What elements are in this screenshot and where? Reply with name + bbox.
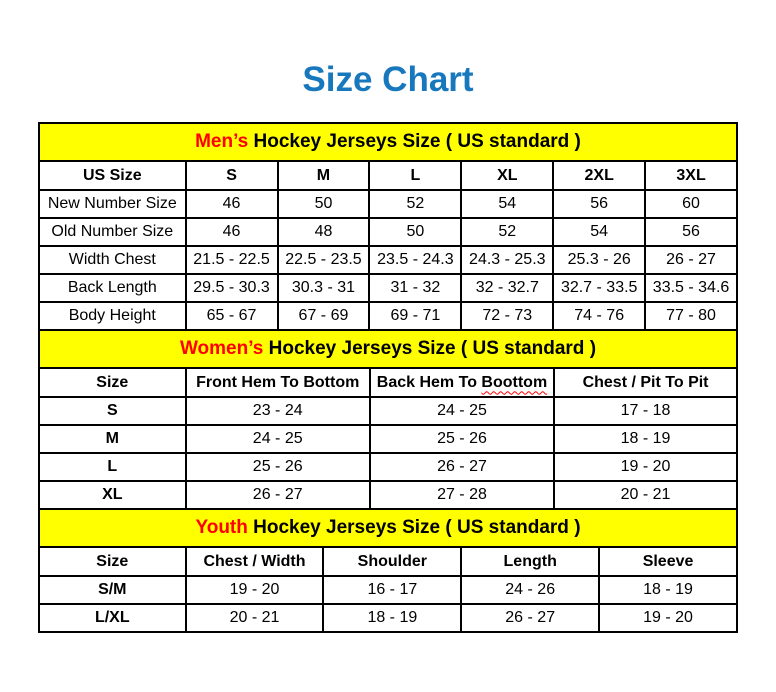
cell-value: 26 - 27	[461, 604, 599, 632]
row-label: S/M	[39, 576, 186, 604]
row-label: Width Chest	[39, 246, 186, 274]
table-row	[39, 481, 737, 509]
cell-value: 26 - 27	[370, 453, 554, 481]
row-label: Old Number Size	[39, 218, 186, 246]
table-row	[39, 576, 737, 604]
column-header: Size	[39, 368, 186, 397]
cell-value: 60	[645, 190, 737, 218]
cell-value: 56	[553, 190, 645, 218]
column-header: Size	[39, 547, 186, 576]
cell-value: 24.3 - 25.3	[461, 246, 553, 274]
cell-value: 77 - 80	[645, 302, 737, 330]
mens-section-highlight: Men’s	[195, 131, 249, 152]
cell-value: 21.5 - 22.5	[186, 246, 278, 274]
cell-value: 25.3 - 26	[553, 246, 645, 274]
table-row	[39, 397, 737, 425]
cell-value: 29.5 - 30.3	[186, 274, 278, 302]
cell-value: 56	[645, 218, 737, 246]
page-title: Size Chart	[302, 60, 474, 99]
cell-value: 52	[461, 218, 553, 246]
row-label: S	[39, 397, 186, 425]
youth-section-header	[39, 509, 737, 547]
mens-size-table	[38, 122, 738, 331]
cell-value: 23.5 - 24.3	[369, 246, 461, 274]
column-header: Chest / Pit To Pit	[554, 368, 737, 397]
row-label: New Number Size	[39, 190, 186, 218]
cell-value: 16 - 17	[323, 576, 461, 604]
cell-value: 20 - 21	[186, 604, 324, 632]
table-row	[39, 425, 737, 453]
column-header: Front Hem To Bottom	[186, 368, 370, 397]
table-row	[39, 604, 737, 632]
cell-value: 20 - 21	[554, 481, 737, 509]
table-row	[39, 453, 737, 481]
column-header: Back Hem To Boottom	[370, 368, 554, 397]
cell-value: 18 - 19	[323, 604, 461, 632]
column-header: Chest / Width	[186, 547, 324, 576]
column-header: US Size	[39, 161, 186, 190]
column-header: Sleeve	[599, 547, 737, 576]
cell-value: 33.5 - 34.6	[645, 274, 737, 302]
cell-value: 22.5 - 23.5	[278, 246, 370, 274]
cell-value: 50	[278, 190, 370, 218]
cell-value: 24 - 25	[186, 425, 370, 453]
cell-value: 54	[553, 218, 645, 246]
womens-section-rest: Hockey Jerseys Size ( US standard )	[263, 338, 597, 359]
cell-value: 32 - 32.7	[461, 274, 553, 302]
youth-section-highlight: Youth	[195, 517, 248, 538]
table-row	[39, 190, 737, 218]
column-header: M	[278, 161, 370, 190]
cell-value: 25 - 26	[186, 453, 370, 481]
row-label: L	[39, 453, 186, 481]
cell-value: 19 - 20	[599, 604, 737, 632]
cell-value: 50	[369, 218, 461, 246]
cell-value: 24 - 26	[461, 576, 599, 604]
cell-value: 48	[278, 218, 370, 246]
cell-value: 72 - 73	[461, 302, 553, 330]
youth-section-header-row	[39, 509, 737, 547]
column-header: 2XL	[553, 161, 645, 190]
cell-value: 65 - 67	[186, 302, 278, 330]
cell-value: 69 - 71	[369, 302, 461, 330]
column-header: XL	[461, 161, 553, 190]
mens-column-header-row	[39, 161, 737, 190]
cell-value: 18 - 19	[599, 576, 737, 604]
row-label: Body Height	[39, 302, 186, 330]
youth-size-table	[38, 508, 738, 633]
cell-value: 67 - 69	[278, 302, 370, 330]
womens-section-highlight: Women’s	[179, 338, 264, 359]
cell-value: 26 - 27	[645, 246, 737, 274]
table-row	[39, 274, 737, 302]
womens-section-header-row	[39, 330, 737, 368]
table-row	[39, 302, 737, 330]
cell-value: 17 - 18	[554, 397, 737, 425]
row-label: M	[39, 425, 186, 453]
mens-section-rest: Hockey Jerseys Size ( US standard )	[248, 131, 581, 152]
cell-value: 46	[186, 190, 278, 218]
misspelled-word: Boottom	[481, 373, 548, 391]
row-label: L/XL	[39, 604, 186, 632]
cell-value: 27 - 28	[370, 481, 554, 509]
row-label: XL	[39, 481, 186, 509]
cell-value: 18 - 19	[554, 425, 737, 453]
table-row	[39, 218, 737, 246]
cell-value: 19 - 20	[554, 453, 737, 481]
table-row	[39, 246, 737, 274]
cell-value: 74 - 76	[553, 302, 645, 330]
cell-value: 32.7 - 33.5	[553, 274, 645, 302]
womens-column-header-row	[39, 368, 737, 397]
cell-value: 31 - 32	[369, 274, 461, 302]
cell-value: 30.3 - 31	[278, 274, 370, 302]
cell-value: 52	[369, 190, 461, 218]
row-label: Back Length	[39, 274, 186, 302]
column-header: 3XL	[645, 161, 737, 190]
cell-value: 24 - 25	[370, 397, 554, 425]
youth-column-header-row	[39, 547, 737, 576]
cell-value: 25 - 26	[370, 425, 554, 453]
womens-size-table	[38, 329, 738, 510]
column-header: L	[369, 161, 461, 190]
womens-section-header	[39, 330, 737, 368]
cell-value: 23 - 24	[186, 397, 370, 425]
mens-section-header-row	[39, 123, 737, 161]
youth-section-rest: Hockey Jerseys Size ( US standard )	[247, 517, 581, 538]
cell-value: 26 - 27	[186, 481, 370, 509]
cell-value: 54	[461, 190, 553, 218]
column-header: S	[186, 161, 278, 190]
column-header: Length	[461, 547, 599, 576]
column-header: Shoulder	[323, 547, 461, 576]
size-chart-tables	[38, 122, 738, 633]
cell-value: 46	[186, 218, 278, 246]
cell-value: 19 - 20	[186, 576, 324, 604]
mens-section-header	[39, 123, 737, 161]
